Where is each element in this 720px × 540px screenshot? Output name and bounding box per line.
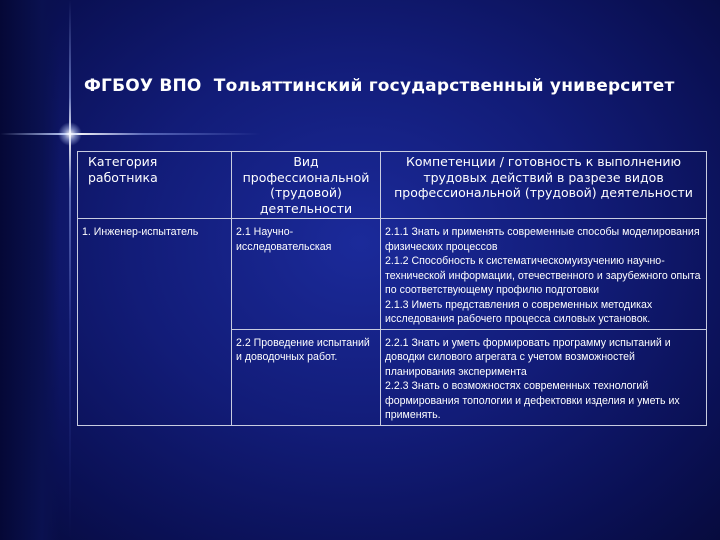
table-header-row <box>78 152 707 219</box>
header-category: Категория работника <box>78 152 232 219</box>
competency-item: 2.2.3 Знать о возможностях современных технологий формирования топологии и дефектовки изделия и уметь их применять. <box>385 380 680 421</box>
activity-cell: 2.2 Проведение испытаний и доводочных работ. <box>232 329 381 425</box>
competency-item: 2.1.1 Знать и применять современные способы моделирования физических процессов <box>385 226 700 253</box>
competency-item: 2.1.2 Способность к систематическомуизучению научно-технической информации, отечественного и зарубежного опыта по соответствующему профилю подготовки <box>385 255 701 296</box>
competency-item: 2.2.1 Знать и уметь формировать программу испытаний и доводки силового агрегата с учетом возможностей планирования эксперимента <box>385 336 671 378</box>
header-activity: Вид профессиональной (трудовой) деятельности <box>232 152 381 219</box>
decorative-vertical-line <box>69 0 71 540</box>
activity-cell: 2.1 Научно-исследовательская <box>232 219 381 330</box>
competencies-cell <box>381 329 707 425</box>
decorative-horizontal-line <box>0 133 260 135</box>
competency-item: 2.1.3 Иметь представления о современных методиках исследования рабочего процесса силовых установок. <box>385 298 653 325</box>
slide-title: ФГБОУ ВПО Тольяттинский государственный университет <box>84 76 675 96</box>
table-row <box>78 219 707 330</box>
decorative-sparkle <box>58 122 82 146</box>
category-cell: 1. Инженер-испытатель <box>78 219 232 426</box>
competencies-cell <box>381 219 707 330</box>
competency-table <box>77 151 707 426</box>
header-competencies: Компетенции / готовность к выполнению трудовых действий в разрезе видов профессиональной (трудовой) деятельности <box>381 152 707 219</box>
left-background-band <box>0 0 60 540</box>
